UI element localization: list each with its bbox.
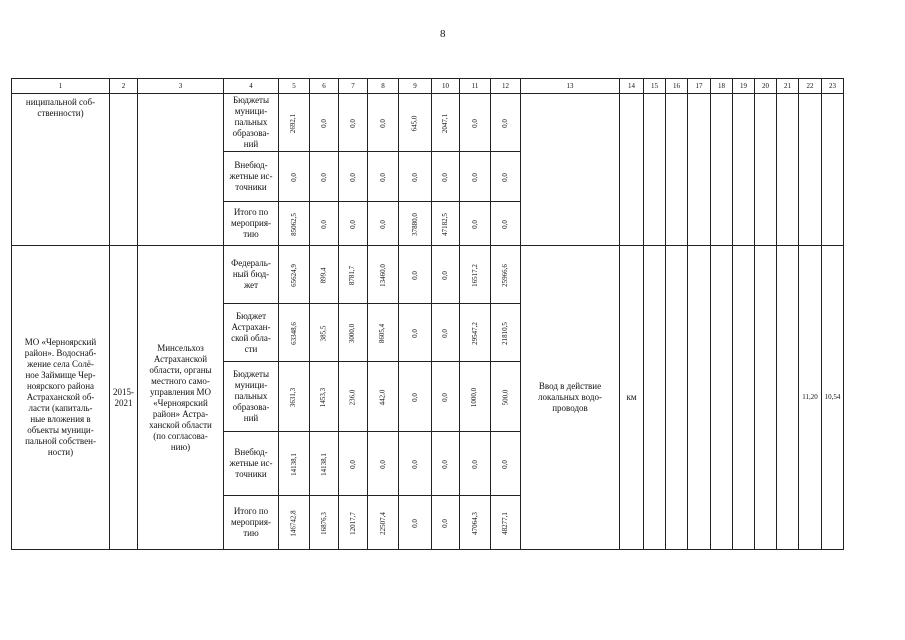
empty-cell — [777, 94, 799, 246]
value-cell — [279, 496, 310, 550]
value-cell — [339, 246, 368, 304]
value-cell — [432, 432, 460, 496]
value-text: 2047,1 — [441, 113, 449, 133]
value-text: 899,4 — [319, 267, 328, 283]
value-text: 500,0 — [501, 389, 509, 405]
value-cell — [399, 304, 432, 362]
period-cell — [110, 94, 138, 246]
value-text: 0,0 — [348, 459, 357, 469]
value-text: 3000,0 — [348, 323, 357, 343]
value-text: 0,0 — [441, 459, 449, 469]
value-text: 0,0 — [410, 172, 419, 182]
table-row — [12, 94, 844, 152]
value-text: 0,0 — [441, 270, 449, 280]
value-text: 37880,0 — [410, 212, 419, 236]
value-cell — [491, 496, 521, 550]
value-cell — [432, 496, 460, 550]
value-text: 0,0 — [319, 172, 328, 182]
value-cell — [339, 152, 368, 202]
value-cell — [432, 94, 460, 152]
column-number-17: 17 — [688, 79, 711, 94]
value-cell — [310, 432, 339, 496]
value-cell — [339, 94, 368, 152]
value-text: 8781,7 — [348, 265, 357, 285]
column-number-5: 5 — [279, 79, 310, 94]
value-text: 1453,3 — [319, 387, 328, 407]
value-cell — [432, 152, 460, 202]
value-cell — [279, 94, 310, 152]
value-cell — [460, 304, 491, 362]
value-cell — [339, 362, 368, 432]
executor-cell: Минсельхоз Астраханской области, органы местного само- управления МО «Черноярский район» Астра- ханской области (по согласова- нию) — [138, 246, 224, 550]
value-cell — [339, 496, 368, 550]
value-text: 0,0 — [410, 518, 419, 528]
value-text: 2692,1 — [289, 113, 298, 133]
empty-cell — [666, 94, 688, 246]
empty-cell — [644, 94, 666, 246]
column-number-13: 13 — [521, 79, 620, 94]
value-2021-cell: 10,54 — [822, 246, 844, 550]
value-text: 0,0 — [501, 459, 509, 469]
empty-cell — [822, 94, 844, 246]
value-text: 0,0 — [441, 328, 449, 338]
value-text: 1000,0 — [470, 387, 479, 407]
value-cell — [399, 94, 432, 152]
value-text: 0,0 — [410, 328, 419, 338]
value-cell — [491, 432, 521, 496]
column-number-15: 15 — [644, 79, 666, 94]
value-cell — [310, 362, 339, 432]
value-text: 0,0 — [348, 219, 357, 229]
value-cell — [279, 304, 310, 362]
value-text: 236,0 — [348, 389, 357, 405]
value-text: 0,0 — [470, 118, 479, 128]
value-text: 47182,5 — [441, 212, 449, 236]
value-text: 63348,6 — [289, 321, 298, 345]
column-number-20: 20 — [755, 79, 777, 94]
empty-cell — [644, 246, 666, 550]
funding-source-cell: Итого по мероприя- тию — [224, 202, 279, 246]
value-cell — [368, 246, 399, 304]
value-text: 85062,5 — [289, 212, 298, 236]
value-cell — [432, 362, 460, 432]
funding-source-cell: Федераль- ный бюд- жет — [224, 246, 279, 304]
value-text: 12017,7 — [348, 511, 357, 535]
column-number-16: 16 — [666, 79, 688, 94]
column-number-7: 7 — [339, 79, 368, 94]
value-cell — [339, 304, 368, 362]
value-cell — [310, 152, 339, 202]
value-cell — [310, 202, 339, 246]
empty-cell — [711, 246, 733, 550]
value-cell — [368, 202, 399, 246]
value-cell — [279, 362, 310, 432]
value-text: 0,0 — [501, 172, 509, 182]
value-cell — [460, 432, 491, 496]
funding-source-cell: Внебюд- жетные ис- точники — [224, 152, 279, 202]
unit-cell: км — [620, 246, 644, 550]
value-text: 0,0 — [410, 270, 419, 280]
value-text: 65624,9 — [289, 263, 298, 287]
column-number-1: 1 — [12, 79, 110, 94]
value-cell — [368, 362, 399, 432]
value-text: 14138,1 — [289, 452, 298, 476]
value-cell — [368, 496, 399, 550]
value-text: 3631,3 — [289, 387, 298, 407]
value-cell — [368, 432, 399, 496]
value-cell — [491, 152, 521, 202]
value-text: 0,0 — [348, 172, 357, 182]
period-cell: 2015- 2021 — [110, 246, 138, 550]
empty-cell — [688, 246, 711, 550]
value-cell — [460, 362, 491, 432]
empty-cell — [799, 94, 822, 246]
empty-cell — [755, 94, 777, 246]
value-text: 0,0 — [470, 459, 479, 469]
value-cell — [279, 246, 310, 304]
column-number-14: 14 — [620, 79, 644, 94]
column-number-18: 18 — [711, 79, 733, 94]
value-text: 442,0 — [378, 389, 387, 405]
empty-cell — [620, 94, 644, 246]
column-number-9: 9 — [399, 79, 432, 94]
value-2020-cell: 11,20 — [799, 246, 822, 550]
empty-cell — [711, 94, 733, 246]
empty-cell — [521, 94, 620, 246]
value-cell — [279, 202, 310, 246]
value-cell — [339, 432, 368, 496]
value-cell — [310, 246, 339, 304]
indicator-cell: Ввод в действие локальных водо- проводов — [521, 246, 620, 550]
column-number-19: 19 — [733, 79, 755, 94]
column-number-23: 23 — [822, 79, 844, 94]
value-text: 29547,2 — [470, 321, 479, 345]
value-cell — [491, 202, 521, 246]
value-text: 0,0 — [319, 118, 328, 128]
value-text: 48277,1 — [501, 511, 509, 535]
value-cell — [432, 246, 460, 304]
value-cell — [460, 246, 491, 304]
value-text: 0,0 — [501, 219, 509, 229]
value-cell — [310, 496, 339, 550]
value-text: 0,0 — [470, 172, 479, 182]
value-text: 0,0 — [378, 459, 387, 469]
value-cell — [310, 304, 339, 362]
table-row — [12, 246, 844, 304]
empty-cell — [733, 246, 755, 550]
value-text: 0,0 — [348, 118, 357, 128]
value-cell — [368, 304, 399, 362]
value-cell — [279, 152, 310, 202]
empty-cell — [755, 246, 777, 550]
budget-table — [11, 78, 844, 550]
value-text: 0,0 — [441, 518, 449, 528]
value-text: 16876,3 — [319, 511, 328, 535]
value-cell — [399, 152, 432, 202]
column-number-2: 2 — [110, 79, 138, 94]
column-number-21: 21 — [777, 79, 799, 94]
value-text: 0,0 — [441, 172, 449, 182]
funding-source-cell: Бюджет Астрахан- ской обла- сти — [224, 304, 279, 362]
column-number-4: 4 — [224, 79, 279, 94]
value-text: 0,0 — [470, 219, 479, 229]
value-text: 0,0 — [501, 118, 509, 128]
value-cell — [460, 94, 491, 152]
column-number-10: 10 — [432, 79, 460, 94]
funding-source-cell: Бюджеты муници- пальных образова- ний — [224, 362, 279, 432]
value-text: 16517,2 — [470, 263, 479, 287]
value-cell — [368, 152, 399, 202]
value-cell — [491, 94, 521, 152]
column-number-3: 3 — [138, 79, 224, 94]
value-text: 0,0 — [378, 118, 387, 128]
empty-cell — [733, 94, 755, 246]
value-text: 0,0 — [289, 172, 298, 182]
value-cell — [399, 246, 432, 304]
empty-cell — [688, 94, 711, 246]
executor-cell — [138, 94, 224, 246]
column-number-22: 22 — [799, 79, 822, 94]
value-cell — [460, 202, 491, 246]
value-text: 13460,0 — [378, 263, 387, 287]
value-text: 385,5 — [319, 325, 328, 341]
value-text: 645,0 — [410, 115, 419, 131]
value-text: 8605,4 — [378, 323, 387, 343]
value-cell — [339, 202, 368, 246]
value-cell — [399, 202, 432, 246]
funding-source-cell: Бюджеты муници- пальных образова- ний — [224, 94, 279, 152]
value-cell — [310, 94, 339, 152]
value-cell — [399, 432, 432, 496]
value-cell — [399, 496, 432, 550]
value-cell — [279, 432, 310, 496]
column-number-row — [12, 79, 844, 94]
value-text: 146742,8 — [289, 509, 298, 537]
value-text: 25966,6 — [501, 263, 509, 287]
value-text: 0,0 — [319, 219, 328, 229]
object-name-cell: ниципальной соб- ственности) — [12, 94, 110, 246]
value-cell — [491, 362, 521, 432]
value-cell — [432, 304, 460, 362]
value-text: 21810,5 — [501, 321, 509, 345]
value-text: 22507,4 — [378, 511, 387, 535]
value-text: 47064,3 — [470, 511, 479, 535]
funding-source-cell: Итого по мероприя- тию — [224, 496, 279, 550]
empty-cell — [777, 246, 799, 550]
value-text: 0,0 — [410, 459, 419, 469]
value-cell — [491, 246, 521, 304]
value-text: 0,0 — [441, 392, 449, 402]
funding-source-cell: Внебюд- жетные ис- точники — [224, 432, 279, 496]
column-number-12: 12 — [491, 79, 521, 94]
object-name-cell: МО «Черноярский район». Водоснаб- жение села Солё- ное Займище Чер- ноярского района Астраханской об- ласти (капиталь- ные вложения в объекты муници- пальной собствен- ности) — [12, 246, 110, 550]
value-cell — [460, 496, 491, 550]
column-number-6: 6 — [310, 79, 339, 94]
value-cell — [399, 362, 432, 432]
value-text: 0,0 — [410, 392, 419, 402]
column-number-8: 8 — [368, 79, 399, 94]
value-text: 14138,1 — [319, 452, 328, 476]
value-text: 0,0 — [378, 219, 387, 229]
value-text: 0,0 — [378, 172, 387, 182]
value-cell — [368, 94, 399, 152]
value-cell — [432, 202, 460, 246]
page-number: 8 — [440, 28, 446, 40]
empty-cell — [666, 246, 688, 550]
value-cell — [491, 304, 521, 362]
column-number-11: 11 — [460, 79, 491, 94]
value-cell — [460, 152, 491, 202]
